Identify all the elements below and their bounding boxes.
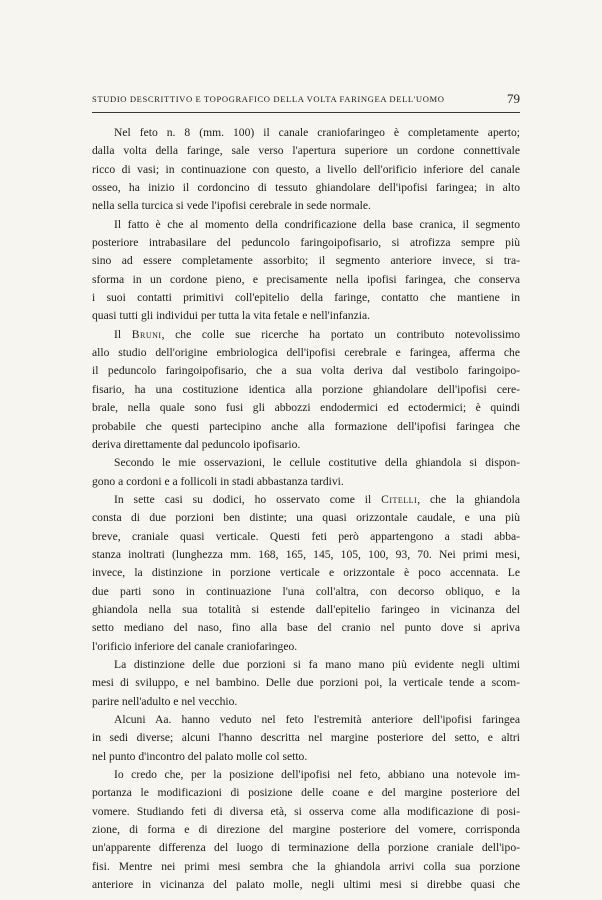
text-line: invece, la distinzione in porzione verticale e orizzontale è poco accennata. Le <box>92 566 520 580</box>
page-number: 79 <box>507 91 520 106</box>
body-text <box>92 124 520 894</box>
text-line: Alcuni Aa. hanno veduto nel feto l'estremità anteriore dell'ipofisi faringea <box>114 713 520 726</box>
text-line: ricco di vasi; in continuazione con questo, a livello dell'orificio inferiore del canale <box>92 162 520 176</box>
paragraph <box>92 491 520 656</box>
text-line: Nel feto n. 8 (mm. 100) il canale craniofaringeo è completamente aperto; <box>114 126 520 139</box>
text-line: sino ad essere completamente assorbito; il segmento anteriore invece, si tra- <box>92 254 520 268</box>
running-head-title: STUDIO DESCRITTIVO E TOPOGRAFICO DELLA VOLTA FARINGEA DELL'UOMO <box>92 94 445 104</box>
text-line: il peduncolo faringoipofisario, che a sua volta deriva dal vestibolo faringoipo- <box>92 364 520 378</box>
text-line: Il fatto è che al momento della condrificazione della base cranica, il segmento <box>114 217 520 231</box>
text-line: l'orificio inferiore del canale craniofaringeo. <box>92 639 298 653</box>
paragraph <box>92 454 520 491</box>
text-line: breve, craniale quasi verticale. Questi feti però appartengono a stadi abba- <box>92 529 520 543</box>
paragraph <box>92 216 520 326</box>
paragraph <box>92 124 520 216</box>
paragraph <box>92 326 520 454</box>
text-line: due parti sono in continuazione l'una coll'altra, con decorso obliquo, e la <box>92 584 520 598</box>
text-line: Secondo le mie osservazioni, le cellule costitutive della ghiandola si dispon- <box>114 456 520 470</box>
text-line: brale, nella quale sono fusi gli abbozzi endodermici ed ectodermici; è quindi <box>92 401 520 415</box>
text-line: La distinzione delle due porzioni si fa mano mano più evidente negli ultimi <box>114 657 520 671</box>
text-line: parire nell'adulto e nel vecchio. <box>92 694 238 708</box>
text-line: zione, di forma e di direzione del margine posteriore del vomere, corrisponda <box>92 823 520 837</box>
text-line: un'apparente differenza del luogo di terminazione della porzione craniale dell'ipo- <box>92 841 520 855</box>
text-line: gono a cordoni e a follicoli in stadi abbastanza tardivi. <box>92 474 344 488</box>
text-line: mesi di sviluppo, e nel bambino. Delle due porzioni poi, la verticale tende a scom- <box>92 676 520 690</box>
text-line: anteriore in vicinanza del palato molle, negli ultimi mesi si direbbe quasi che <box>92 878 520 892</box>
text-line: nel punto d'incontro del palato molle col setto. <box>92 749 308 763</box>
text-line: deriva direttamente dal peduncolo ipofisario. <box>92 437 301 451</box>
text-line: fisi. Mentre nei primi mesi sembra che la ghiandola arrivi colla sua porzione <box>92 859 520 873</box>
text-line: In sette casi su dodici, ho osservato come il Citelli, che la ghiandola <box>114 492 520 506</box>
text-line: consta di due porzioni ben distinte; una quasi orizzontale caudale, e una più <box>92 511 520 525</box>
text-line: i suoi contatti primitivi coll'epitelio della faringe, contatto che mantiene in <box>92 291 520 305</box>
running-header <box>92 90 520 110</box>
text-line: posteriore intrabasilare del peduncolo faringoipofisario, si atrofizza sempre più <box>92 236 520 250</box>
text-line: vomere. Studiando feti di diversa età, si osserva come alla modificazione di posi- <box>92 804 520 818</box>
text-line: osseo, ha inizio il cordoncino di tessuto ghiandolare dell'ipofisi faringea; in alto <box>92 181 520 195</box>
text-line: allo studio dell'origine embriologica dell'ipofisi cerebrale e faringea, afferma che <box>92 346 520 360</box>
text-line: probabile che questi partecipino anche alla formazione dell'ipofisi faringea che <box>92 419 520 433</box>
text-line: dalla volta della faringe, sale verso l'apertura superiore un cordone connettivale <box>92 144 520 158</box>
text-line: in sedi diverse; alcuni l'hanno descritta nel margine posteriore del setto, e altri <box>92 731 520 745</box>
header-rule <box>92 112 520 113</box>
text-line: sforma in un cordone pieno, e precisamente nella ipofisi faringea, che conserva <box>92 272 520 286</box>
text-line: Il Bruni, che colle sue ricerche ha portato un contributo notevolissimo <box>114 327 521 341</box>
text-line: stanza inoltrati (lunghezza mm. 168, 165, 145, 105, 100, 93, 70. Nei primi mesi, <box>92 547 520 561</box>
text-line: nella sella turcica si vede l'ipofisi cerebrale in sede normale. <box>92 199 371 213</box>
paragraph <box>92 656 520 711</box>
paragraph <box>92 711 520 766</box>
text-line: setto mediano del naso, fino alla base del cranio nel punto dove si apriva <box>92 621 520 635</box>
text-line: Io credo che, per la posizione dell'ipofisi nel feto, abbiano una notevole im- <box>114 768 520 782</box>
text-line: ghiandola nella sua totalità si estende dall'epitelio faringeo in vicinanza del <box>92 602 520 616</box>
text-line: portanza le modificazioni di posizione delle coane e del margine posteriore del <box>92 786 520 800</box>
paragraph <box>92 766 520 894</box>
text-line: quasi tutti gli individui per tutta la vita fetale e nell'infanzia. <box>92 309 371 323</box>
text-line: fisario, ha una costituzione identica alla porzione ghiandolare dell'ipofisi cere- <box>92 382 520 396</box>
